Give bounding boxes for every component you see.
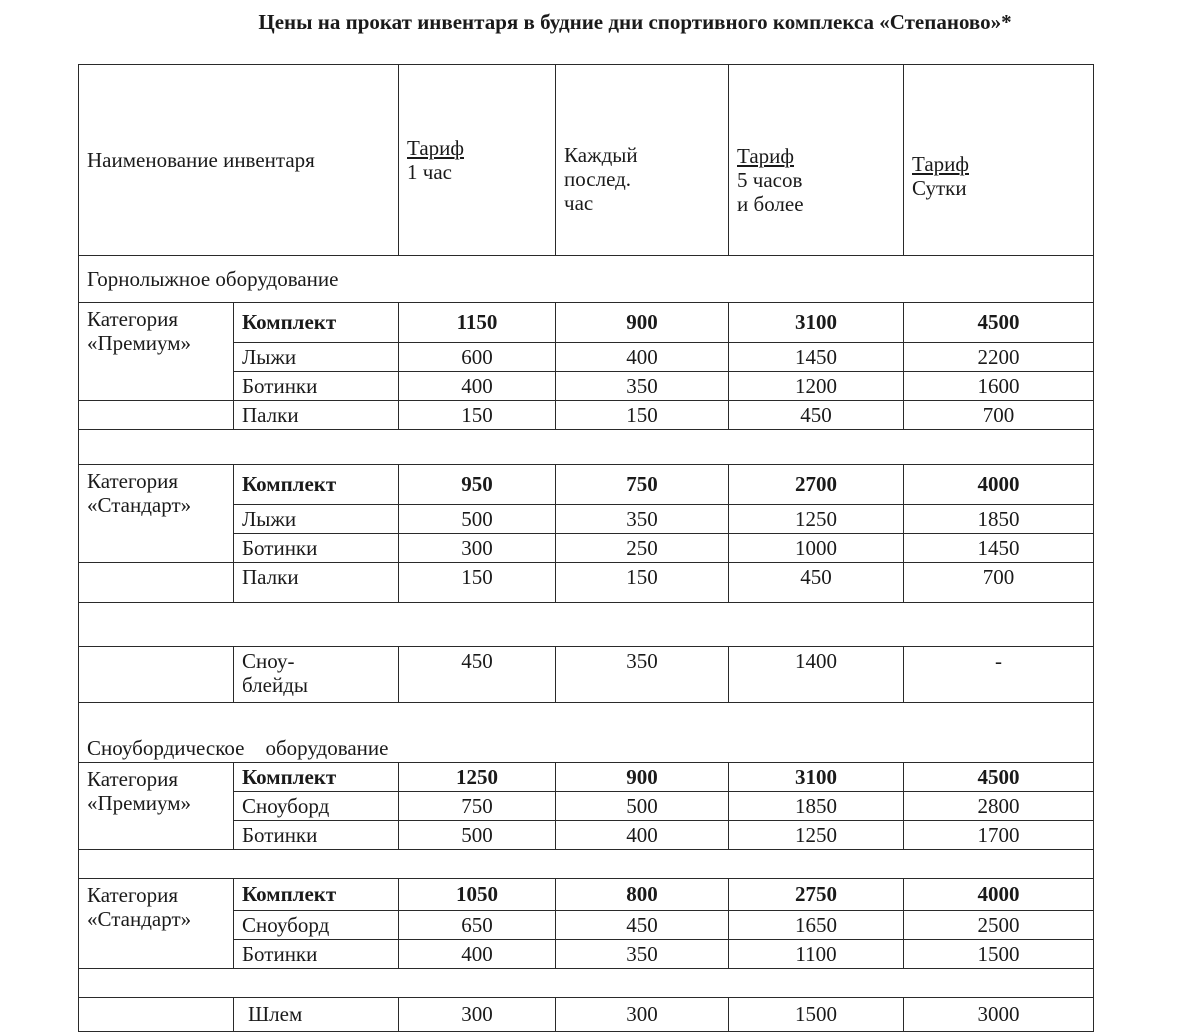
table-row — [79, 998, 1094, 1032]
item-name: Комплект — [234, 465, 399, 505]
item-name: Ботинки — [234, 940, 399, 969]
price-cell: 3000 — [904, 998, 1094, 1032]
price-cell: 300 — [556, 998, 729, 1032]
header-name: Наименование инвентаря — [79, 65, 399, 256]
item-name: Палки — [234, 401, 399, 430]
price-cell: 1450 — [904, 534, 1094, 563]
item-name: Комплект — [234, 303, 399, 343]
table-row — [79, 401, 1094, 430]
empty-cell — [79, 401, 234, 430]
item-name: Сноу- блейды — [234, 647, 399, 703]
price-cell: 1850 — [904, 505, 1094, 534]
price-cell: 1000 — [729, 534, 904, 563]
price-cell: 700 — [904, 401, 1094, 430]
item-name: Ботинки — [234, 534, 399, 563]
price-cell: 2500 — [904, 911, 1094, 940]
section-row-snowboard — [79, 703, 1094, 763]
price-cell: 400 — [556, 821, 729, 850]
price-cell: 350 — [556, 505, 729, 534]
price-cell: 950 — [399, 465, 556, 505]
table-row — [79, 563, 1094, 603]
category-cell: Категория «Стандарт» — [79, 465, 234, 563]
price-cell: 3100 — [729, 303, 904, 343]
price-cell: 450 — [556, 911, 729, 940]
price-cell: 250 — [556, 534, 729, 563]
price-cell: 2800 — [904, 792, 1094, 821]
price-cell: 4000 — [904, 879, 1094, 911]
price-cell: 1700 — [904, 821, 1094, 850]
table-row — [79, 647, 1094, 703]
empty-cell — [79, 647, 234, 703]
price-cell: 400 — [399, 940, 556, 969]
price-cell: 150 — [399, 563, 556, 603]
spacer-row — [79, 969, 1094, 998]
price-cell: 2200 — [904, 343, 1094, 372]
price-cell: 1650 — [729, 911, 904, 940]
price-cell: 1500 — [904, 940, 1094, 969]
section-title: Сноубордическое оборудование — [79, 703, 1094, 763]
price-cell: 1100 — [729, 940, 904, 969]
price-cell: 150 — [556, 401, 729, 430]
price-cell: 4000 — [904, 465, 1094, 505]
price-cell: 700 — [904, 563, 1094, 603]
table-row — [79, 763, 1094, 792]
item-name: Комплект — [234, 763, 399, 792]
price-cell: 900 — [556, 303, 729, 343]
item-name: Лыжи — [234, 505, 399, 534]
price-cell: 1050 — [399, 879, 556, 911]
price-cell: 450 — [399, 647, 556, 703]
item-name: Лыжи — [234, 343, 399, 372]
item-name: Сноуборд — [234, 792, 399, 821]
price-cell: 350 — [556, 940, 729, 969]
price-cell: 900 — [556, 763, 729, 792]
item-name: Комплект — [234, 879, 399, 911]
price-cell: 750 — [399, 792, 556, 821]
price-cell: 1500 — [729, 998, 904, 1032]
table-row — [79, 303, 1094, 343]
section-row-ski — [79, 256, 1094, 303]
category-cell: Категория «Стандарт» — [79, 879, 234, 969]
price-cell: 500 — [399, 821, 556, 850]
price-cell: 1200 — [729, 372, 904, 401]
header-tariff-day: Тариф Сутки — [904, 65, 1094, 256]
spacer-cell — [79, 430, 1094, 465]
price-cell: 600 — [399, 343, 556, 372]
spacer-cell — [79, 969, 1094, 998]
price-cell: 350 — [556, 647, 729, 703]
price-cell: 1250 — [729, 505, 904, 534]
price-cell: 1600 — [904, 372, 1094, 401]
price-cell: 400 — [399, 372, 556, 401]
price-cell: 300 — [399, 998, 556, 1032]
price-cell: 350 — [556, 372, 729, 401]
price-cell: 450 — [729, 401, 904, 430]
price-cell: 1400 — [729, 647, 904, 703]
price-cell: 300 — [399, 534, 556, 563]
price-cell: 500 — [556, 792, 729, 821]
price-cell: 1450 — [729, 343, 904, 372]
spacer-cell — [79, 850, 1094, 879]
price-cell: 1150 — [399, 303, 556, 343]
item-name: Палки — [234, 563, 399, 603]
category-cell: Категория «Премиум» — [79, 763, 234, 850]
price-cell: 500 — [399, 505, 556, 534]
price-cell: 4500 — [904, 763, 1094, 792]
page-title: Цены на прокат инвентаря в будние дни спортивного комплекса «Степаново»* — [258, 10, 1012, 34]
section-title: Горнолыжное оборудование — [79, 256, 1094, 303]
header-tariff-5h: Тариф 5 часов и более — [729, 65, 904, 256]
item-name: Шлем — [234, 998, 399, 1032]
price-cell: 800 — [556, 879, 729, 911]
price-table — [78, 64, 1094, 1032]
price-cell: 2750 — [729, 879, 904, 911]
table-row — [79, 465, 1094, 505]
empty-cell — [79, 998, 234, 1032]
price-cell: 1250 — [729, 821, 904, 850]
price-cell: 450 — [729, 563, 904, 603]
price-cell: 150 — [556, 563, 729, 603]
table-row — [79, 879, 1094, 911]
item-name: Сноуборд — [234, 911, 399, 940]
price-cell: 150 — [399, 401, 556, 430]
price-cell: 750 — [556, 465, 729, 505]
spacer-cell — [79, 603, 1094, 647]
price-cell: 4500 — [904, 303, 1094, 343]
price-cell: 2700 — [729, 465, 904, 505]
price-cell: 650 — [399, 911, 556, 940]
spacer-row — [79, 430, 1094, 465]
price-cell: 400 — [556, 343, 729, 372]
header-each-next-hour: Каждый послед. час — [556, 65, 729, 256]
spacer-row — [79, 850, 1094, 879]
item-name: Ботинки — [234, 372, 399, 401]
price-cell: 1250 — [399, 763, 556, 792]
price-cell: 1850 — [729, 792, 904, 821]
spacer-row — [79, 603, 1094, 647]
header-tariff-1h: Тариф 1 час — [399, 65, 556, 256]
empty-cell — [79, 563, 234, 603]
price-cell: - — [904, 647, 1094, 703]
header-row — [79, 65, 1094, 256]
price-cell: 3100 — [729, 763, 904, 792]
category-cell: Категория «Премиум» — [79, 303, 234, 401]
item-name: Ботинки — [234, 821, 399, 850]
